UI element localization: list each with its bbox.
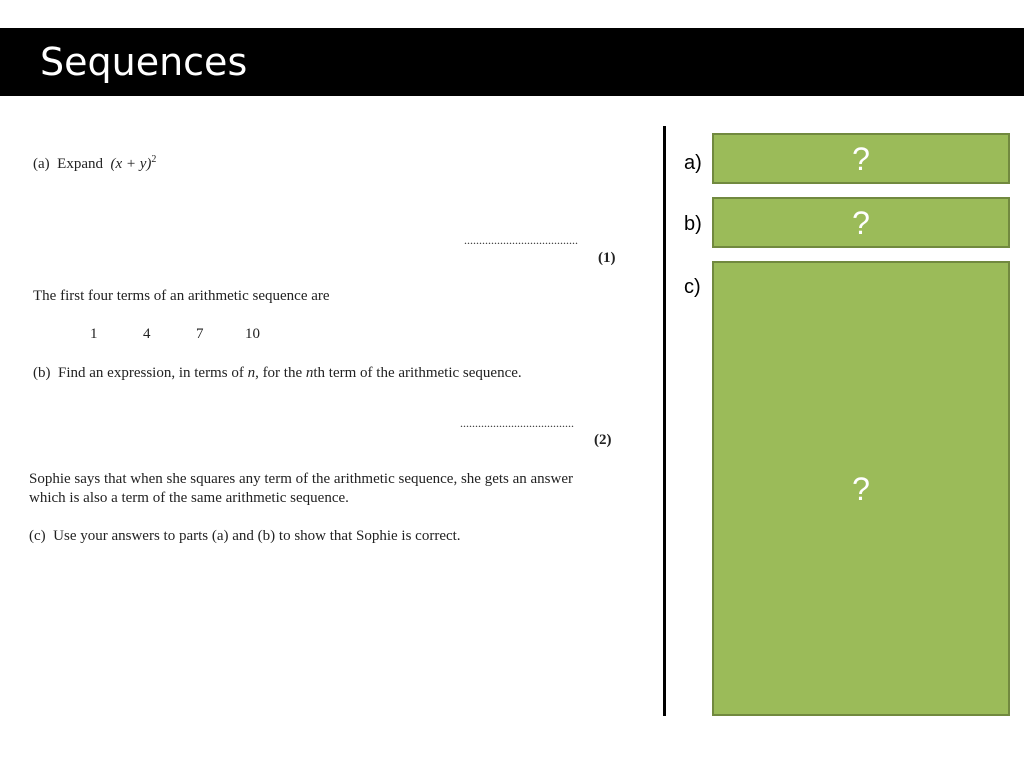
- part-c-label: (c): [29, 528, 46, 544]
- sophie-statement-line-1: Sophie says that when she squares any term of the arithmetic sequence, she gets an answer: [29, 471, 573, 487]
- sequence-term-3: 7: [196, 326, 204, 342]
- part-b-n-2: n: [305, 365, 314, 381]
- part-b-question: [33, 364, 522, 382]
- part-a-expression: (x + y): [110, 156, 152, 172]
- part-b-text-1: Find an expression, in terms of: [58, 365, 248, 381]
- part-b-label: (b): [33, 365, 51, 381]
- answer-placeholder-a: ?: [852, 140, 870, 177]
- part-a-answer-line: ......................................: [464, 233, 578, 247]
- part-b-answer-line: ......................................: [460, 416, 574, 430]
- part-b-text-2: , for the: [255, 365, 306, 381]
- sequence-term-2: 4: [143, 326, 151, 342]
- answer-placeholder-c: ?: [852, 470, 870, 507]
- sequence-term-4: 10: [245, 326, 260, 342]
- part-b-text-3: th term of the arithmetic sequence.: [313, 365, 522, 381]
- answer-label-b: b): [684, 213, 702, 235]
- answer-box-c[interactable]: [712, 261, 1010, 716]
- answer-placeholder-b: ?: [852, 204, 870, 241]
- answer-box-a[interactable]: [712, 133, 1010, 184]
- part-a-label: (a): [33, 156, 50, 172]
- part-a-text: Expand: [57, 156, 103, 172]
- sequence-term-1: 1: [90, 326, 98, 342]
- answer-label-a: a): [684, 152, 702, 174]
- part-b-n-1: n: [247, 365, 256, 381]
- answer-box-b[interactable]: [712, 197, 1010, 248]
- sequence-intro: The first four terms of an arithmetic sequence are: [33, 288, 330, 304]
- slide-title: Sequences: [40, 40, 248, 84]
- title-bar: [0, 28, 1024, 96]
- part-a-marks: (1): [598, 250, 616, 266]
- part-a-question: [33, 155, 156, 173]
- vertical-divider: [663, 126, 666, 716]
- sophie-statement-line-2: which is also a term of the same arithmetic sequence.: [29, 490, 349, 506]
- part-c-text: Use your answers to parts (a) and (b) to show that Sophie is correct.: [53, 528, 461, 544]
- part-c-question: [29, 527, 461, 545]
- part-a-exponent: 2: [151, 154, 157, 165]
- answer-label-c: c): [684, 276, 701, 298]
- part-b-marks: (2): [594, 432, 612, 448]
